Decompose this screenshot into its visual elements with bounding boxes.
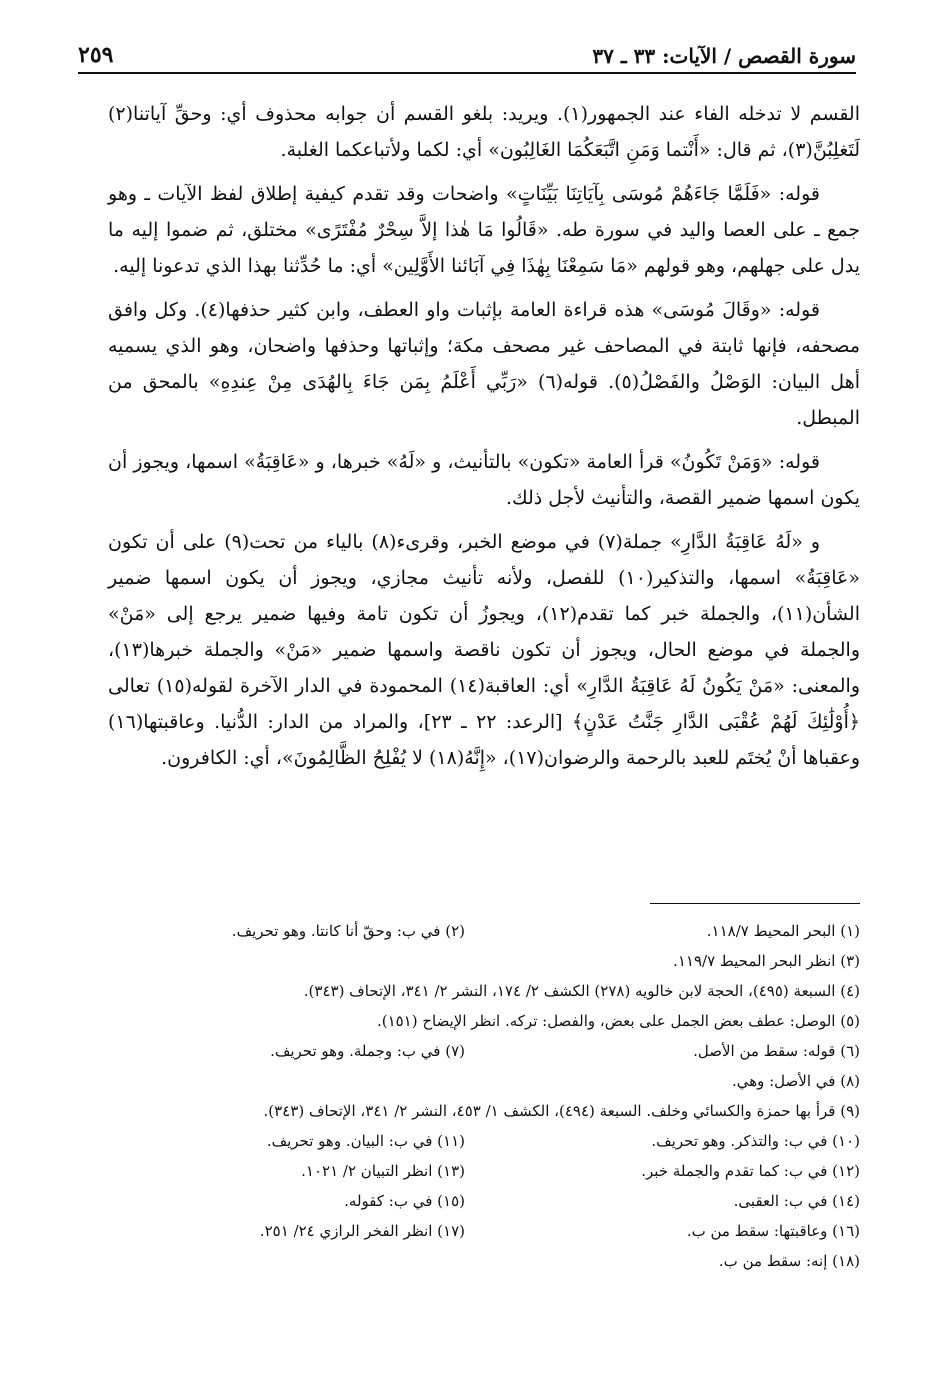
footnote-row <box>70 1246 860 1276</box>
footnotes <box>70 916 860 1276</box>
footnote-17: (١٧) انظر الفخر الرازي ٢٤/ ٢٥١. <box>259 1222 465 1240</box>
footnote-9: (٩) قرأ بها حمزة والكسائي وخلف. السبعة (٤٩٤)، الكشف ١/ ٤٥٣، النشر ٢/ ٣٤١، الإتحاف (٣٤٣). <box>263 1102 860 1120</box>
footnote-15: (١٥) في ب: كقوله. <box>344 1192 465 1210</box>
footnote-separator <box>650 903 860 904</box>
footnote-1: (١) البحر المحيط ١١٨/٧. <box>706 922 860 940</box>
footnote-10: (١٠) في ب: والتذكر. وهو تحريف. <box>651 1132 860 1150</box>
paragraph-4: قوله: «وَمَنْ تَكُونُ» قرأ العامة «تكون» بالتأنيث، و «لَهُ» خبرها، و «عَاقِبَةُ» اسمها، ويجوز أن يكون اسمها ضمير القصة، والتأنيث لأجل ذلك. <box>108 451 860 509</box>
footnote-row <box>70 1036 860 1066</box>
footnote-row <box>70 916 860 946</box>
footnote-7: (٧) في ب: وجملة. وهو تحريف. <box>270 1042 465 1060</box>
footnote-3: (٣) انظر البحر المحيط ١١٩/٧. <box>673 952 860 970</box>
footnote-row <box>70 1216 860 1246</box>
footnote-13: (١٣) انظر التبيان ٢/ ١٠٢١. <box>301 1162 465 1180</box>
footnote-row <box>70 1186 860 1216</box>
footnote-row <box>70 1006 860 1036</box>
footnote-8: (٨) في الأصل: وهي. <box>731 1072 860 1090</box>
footnote-6: (٦) قوله: سقط من الأصل. <box>693 1042 860 1060</box>
paragraph-5: و «لَهُ عَاقِبَةُ الدَّارِ» جملة(٧) في موضع الخبر، وقرىء(٨) بالياء من تحت(٩) على أن تكون «عَاقِبَةُ» اسمها، والتذكير(١٠) للفصل، ولأنه تأنيث مجازي، ويجوز أن يكون اسمها ضمير الشأن(١١)، والجملة خبر كما تقدم(١٢)، ويجوزُ أن تكون تامة وفيها ضمير يرجع إلى «مَنْ» والجملة في موضع الحال، ويجوز أن تكون ناقصة واسمها ضمير «مَنْ» والجملة خبرها(١٣)، والمعنى: «مَنْ يَكُونُ لَهُ عَاقِبَةُ الدَّارِ» أي: العاقبة(١٤) المحمودة في الدار الآخرة لقوله(١٥) تعالى ﴿أُوْلَٰئِكَ لَهُمْ عُقْبَى الدَّارِ جَنَّتُ عَدْنٍ﴾ [الرعد: ٢٢ ـ ٢٣]، والمراد من الدار: الدُّنيا. وعاقبتها(١٦) وعقباها أنْ يُختَم للعبد بالرحمة والرضوان(١٧)، «إِنَّهُ(١٨) لا يُفْلِحُ الظَّالِمُونَ»، أي: الكافرون. <box>108 531 861 769</box>
footnote-12: (١٢) في ب: كما تقدم والجملة خبر. <box>641 1162 860 1180</box>
footnote-row <box>70 976 860 1006</box>
footnote-11: (١١) في ب: البيان. وهو تحريف. <box>266 1132 465 1150</box>
paragraph-2: قوله: «فَلَمَّا جَاءَهُمْ مُوسَى بِآيَاتِنَا بَيِّنَاتٍ» واضحات وقد تقدم كيفية إطلاق لفظ الآيات ـ وهو جمع ـ على العصا واليد في سورة طه. «قَالُوا مَا هٰذا إلاَّ سِحْرٌ مُفْتَرًى» مختلق، ثم ضموا إليه ما يدل على جهلهم، وهو قولهم «مَا سَمِعْنَا بِهٰذَا فِي آبَائنا الأَوَّلِين» أي: ما حُدِّثنا بهذا الذي تدعونا إليه. <box>108 183 860 277</box>
paragraph-3: قوله: «وقَالَ مُوسَى» هذه قراءة العامة بإثبات واو العطف، وابن كثير حذفها(٤). وكل وافق مصحفه، فإنها ثابتة في المصاحف غير مصحف مكة؛ وإثباتها وحذفها واضحان، وهو الذي يسميه أهل البيان: الوَصْلُ والفَصْلُ(٥). قوله(٦) «رَبِّي أَعْلَمُ بِمَن جَاءَ بِالهُدَى مِنْ عِندِهِ» بالمحق من المبطل. <box>108 299 860 429</box>
footnote-row <box>70 1066 860 1096</box>
footnote-4: (٤) السبعة (٤٩٥)، الحجة لابن خالويه (٢٧٨) الكشف ٢/ ١٧٤، النشر ٢/ ٣٤١، الإتحاف (٣٤٣). <box>303 982 860 1000</box>
paragraph-1: القسم لا تدخله الفاء عند الجمهور(١). ويريد: بلغو القسم أن جوابه محذوف أي: وحقِّ آياتنا(٢) لَتَغلِبُنَّ(٣)، ثم قال: «أَنْتما وَمَنِ اتَّبَعَكُمَا الغَالِبُون» أي: لكما ولأتباعكما الغلبة. <box>108 103 860 161</box>
footnote-14: (١٤) في ب: العقبى. <box>733 1192 860 1210</box>
footnote-row <box>70 946 860 976</box>
footnote-5: (٥) الوصل: عطف بعض الجمل على بعض، والفصل: تركه. انظر الإيضاح (١٥١). <box>376 1012 860 1030</box>
footnote-18: (١٨) إنه: سقط من ب. <box>718 1252 860 1270</box>
footnote-16: (١٦) وعاقبتها: سقط من ب. <box>686 1222 860 1240</box>
footnote-2: (٢) في ب: وحقّ أنا كانتا. وهو تحريف. <box>231 922 465 940</box>
main-text <box>108 96 860 784</box>
footnote-row <box>70 1126 860 1156</box>
running-title: سورة القصص / الآيات: ٣٣ ـ ٣٧ <box>592 44 856 68</box>
page-header <box>78 36 856 74</box>
footnote-row <box>70 1156 860 1186</box>
footnote-row <box>70 1096 860 1126</box>
page-number: ٢٥٩ <box>78 42 114 68</box>
